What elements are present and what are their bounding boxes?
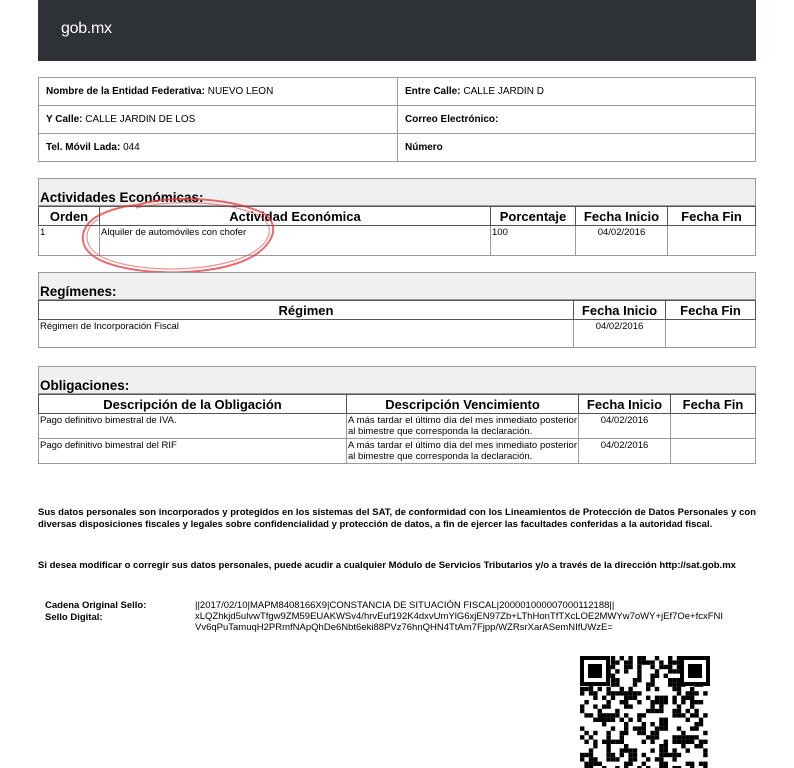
numero-label: Número	[405, 142, 443, 153]
fin-cell	[671, 439, 756, 464]
entidad-cell	[39, 78, 398, 106]
tel-label: Tel. Móvil Lada:	[46, 142, 121, 153]
entre-calle-value: CALLE JARDIN D	[463, 86, 544, 97]
col-fecha-fin: Fecha Fin	[668, 207, 756, 226]
actividades-section	[38, 178, 756, 256]
gobmx-logo[interactable]: gob.mx	[61, 20, 112, 37]
col-regimen: Régimen	[39, 301, 574, 320]
col-fecha-fin: Fecha Fin	[671, 395, 756, 414]
address-info-table	[38, 77, 756, 162]
porcentaje-cell: 100	[491, 226, 576, 256]
tel-cell	[39, 134, 398, 162]
table-row	[39, 414, 756, 439]
inicio-cell: 04/02/2016	[579, 414, 671, 439]
header-bar	[38, 0, 756, 61]
y-calle-cell	[39, 106, 398, 134]
col-porcentaje: Porcentaje	[491, 207, 576, 226]
entre-calle-cell	[398, 78, 756, 106]
tel-value: 044	[123, 142, 140, 153]
qr-code	[580, 656, 710, 768]
entre-calle-label: Entre Calle:	[405, 86, 461, 97]
col-fecha-inicio: Fecha Inicio	[574, 301, 666, 320]
cadena-value: ||2017/02/10|MAPM8408166X9|CONSTANCIA DE SITUACIÓN FISCAL|200001000007000112188||	[195, 600, 615, 611]
fin-cell	[671, 414, 756, 439]
actividades-table	[38, 206, 756, 256]
actividades-title: Actividades Económicas:	[38, 178, 756, 206]
col-actividad: Actividad Económica	[100, 207, 491, 226]
correo-label: Correo Electrónico:	[405, 114, 499, 125]
regimenes-title: Regímenes:	[38, 272, 756, 300]
orden-cell: 1	[39, 226, 100, 256]
table-row	[39, 320, 756, 348]
cadena-label: Cadena Original Sello:	[45, 600, 147, 611]
table-row	[39, 226, 756, 256]
entidad-label: Nombre de la Entidad Federativa:	[46, 86, 205, 97]
actividad-cell: Alquiler de automóviles con chofer	[100, 226, 491, 256]
descripcion-cell: Pago definitivo bimestral del RIF	[39, 439, 347, 464]
numero-cell	[398, 134, 756, 162]
inicio-cell: 04/02/2016	[576, 226, 668, 256]
sello-values	[195, 600, 725, 633]
regimenes-table	[38, 300, 756, 348]
obligaciones-table	[38, 394, 756, 464]
sello-labels	[45, 600, 146, 623]
entidad-value: NUEVO LEON	[207, 86, 274, 97]
fin-cell	[666, 320, 756, 348]
col-fecha-inicio: Fecha Inicio	[579, 395, 671, 414]
col-fecha-inicio: Fecha Inicio	[576, 207, 668, 226]
privacy-paragraph: Sus datos personales son incorporados y protegidos en los sistemas del SAT, de conformidad con los Lineamientos de Protección de Datos Personales y con diversas disposiciones fiscales y legales sobre confidencialidad y protección de datos, a fin de ejercer las facultades conferidas a la autoridad fiscal.	[38, 507, 756, 530]
table-row	[39, 439, 756, 464]
y-calle-label: Y Calle:	[46, 114, 83, 125]
col-descripcion: Descripción de la Obligación	[39, 395, 347, 414]
sello-digital-label: Sello Digital:	[45, 611, 103, 623]
sello-digital-value: xLQZhkjd5ulvwTfgw9ZM59EUAKWSv4/hrvEuf192K4dxvUmYlG6xjEN97Zb+LThHonTfTXcLOE2MWYw7oWY+jEf7Oe+fcxFNIVv6qPuTamuqH2PRmfNApQhDe6Nbt6eki88PVz76hnQHN4TtAm7Fjpp/WZRsrXarASemNIfUWzE=	[195, 611, 724, 633]
regimenes-section	[38, 272, 756, 348]
fin-cell	[668, 226, 756, 256]
vencimiento-cell: A más tardar el último día del mes inmediato posterior al bimestre que corresponda la declaración.	[348, 415, 577, 437]
modify-data-paragraph: Si desea modificar o corregir sus datos personales, puede acudir a cualquier Módulo de Servicios Tributarios y/o a través de la dirección http://sat.gob.mx	[38, 560, 736, 571]
obligaciones-section	[38, 366, 756, 464]
y-calle-value: CALLE JARDIN DE LOS	[85, 114, 196, 125]
col-fecha-fin: Fecha Fin	[666, 301, 756, 320]
correo-cell	[398, 106, 756, 134]
inicio-cell: 04/02/2016	[579, 439, 671, 464]
descripcion-cell: Pago definitivo bimestral de IVA.	[39, 414, 347, 439]
inicio-cell: 04/02/2016	[574, 320, 666, 348]
col-vencimiento: Descripción Vencimiento	[347, 395, 579, 414]
col-orden: Orden	[39, 207, 100, 226]
vencimiento-cell: A más tardar el último día del mes inmediato posterior al bimestre que corresponda la declaración.	[348, 440, 577, 462]
obligaciones-title: Obligaciones:	[38, 366, 756, 394]
regimen-cell: Régimen de Incorporación Fiscal	[39, 320, 574, 348]
